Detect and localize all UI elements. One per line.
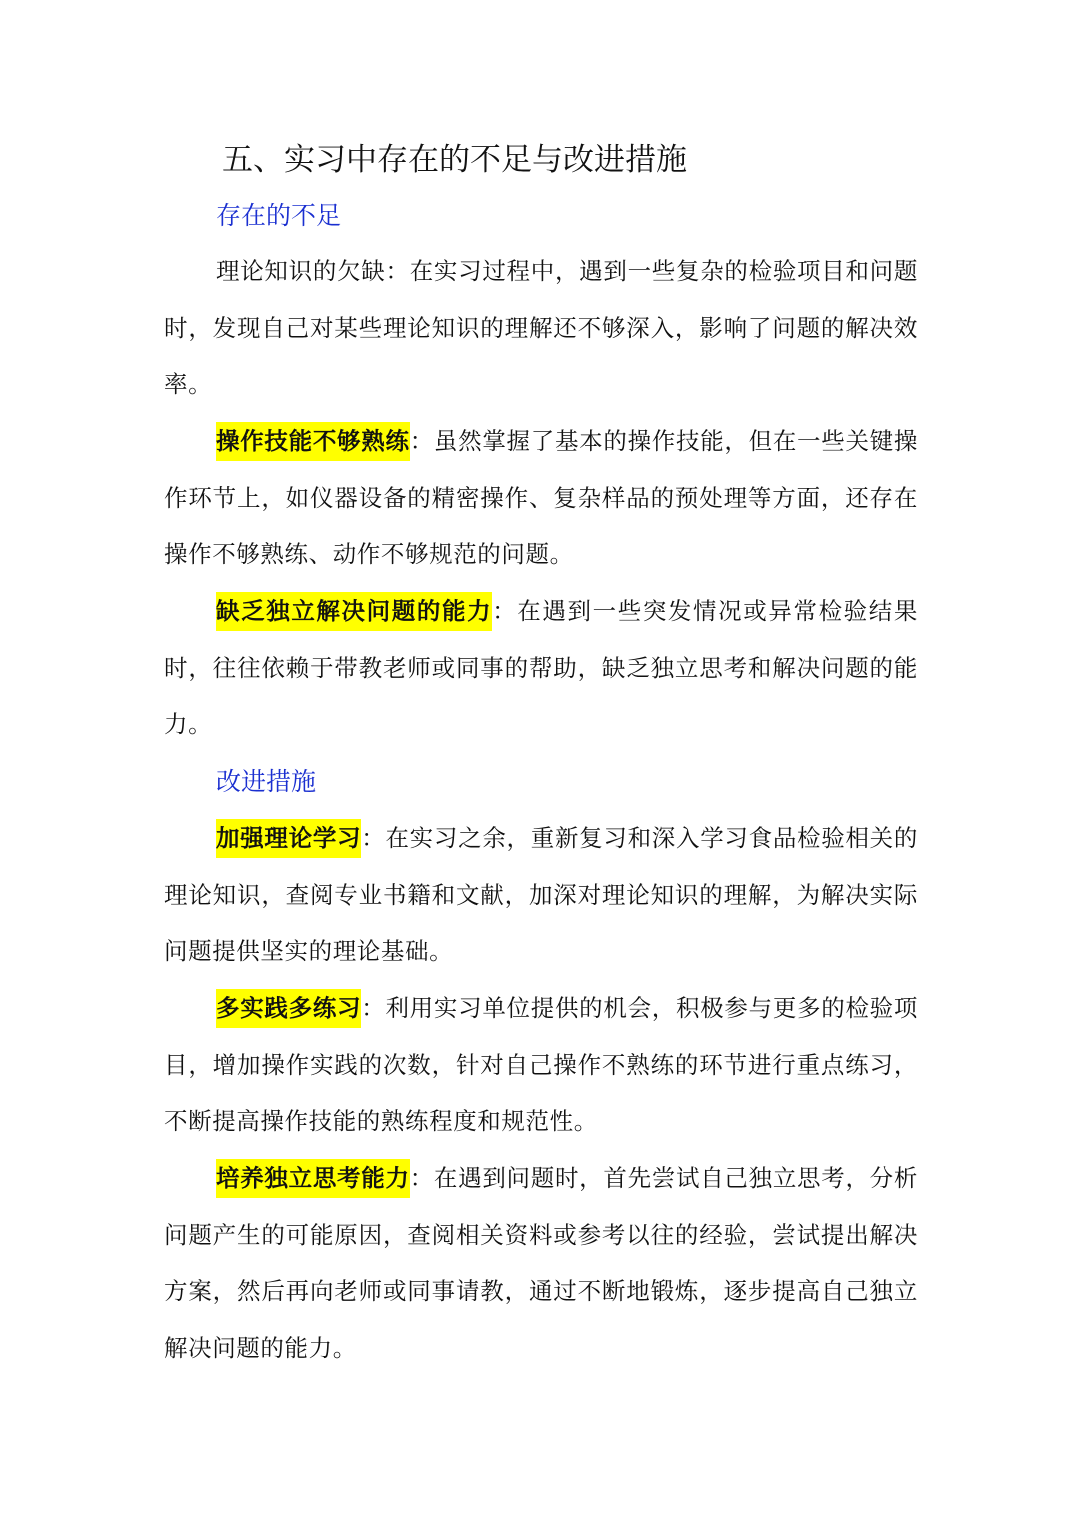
improvement-paragraph-theory <box>164 810 918 980</box>
shortcoming-paragraph-theory <box>164 243 918 413</box>
shortcoming-theory-lead: 理论知识的欠缺： <box>216 257 410 285</box>
improvement-thinking-label: 培养独立思考能力 <box>216 1159 410 1198</box>
shortcomings-heading: 存在的不足 <box>216 201 342 230</box>
improvement-practice-label: 多实践多练习 <box>216 989 361 1028</box>
shortcoming-skills-body: ：虽然掌握了基本的操作技能，但在一些关键操作环节上，如仪器设备的精密操作、复杂样品的预处理等方面，还存在操作不够熟练、动作不够规范的问题。 <box>164 427 918 569</box>
improvement-theory-label: 加强理论学习 <box>216 819 361 858</box>
section-title: 五、实习中存在的不足与改进措施 <box>222 142 687 178</box>
shortcoming-theory-body: 在实习过程中，遇到一些复杂的检验项目和问题时，发现自己对某些理论知识的理解还不够深入，影响了问题的解决效率。 <box>164 257 918 399</box>
improvement-thinking-body: ：在遇到问题时，首先尝试自己独立思考，分析问题产生的可能原因，查阅相关资料或参考以往的经验，尝试提出解决方案，然后再向老师或同事请教，通过不断地锻炼，逐步提高自己独立解决问题的能力。 <box>164 1164 918 1363</box>
improvements-heading: 改进措施 <box>216 767 317 796</box>
shortcoming-independence-label: 缺乏独立解决问题的能力 <box>216 592 492 631</box>
improvement-theory-body: ：在实习之余，重新复习和深入学习食品检验相关的理论知识，查阅专业书籍和文献，加深对理论知识的理解，为解决实际问题提供坚实的理论基础。 <box>164 824 918 966</box>
shortcoming-skills-label: 操作技能不够熟练 <box>216 422 410 461</box>
improvement-paragraph-thinking <box>164 1150 918 1377</box>
shortcoming-paragraph-skills <box>164 413 918 583</box>
improvement-paragraph-practice <box>164 980 918 1150</box>
shortcoming-paragraph-independence <box>164 583 918 753</box>
improvement-practice-body: ：利用实习单位提供的机会，积极参与更多的检验项目，增加操作实践的次数，针对自己操作不熟练的环节进行重点练习，不断提高操作技能的熟练程度和规范性。 <box>164 994 918 1136</box>
shortcoming-independence-body: ：在遇到一些突发情况或异常检验结果时，往往依赖于带教老师或同事的帮助，缺乏独立思考和解决问题的能力。 <box>164 597 918 739</box>
